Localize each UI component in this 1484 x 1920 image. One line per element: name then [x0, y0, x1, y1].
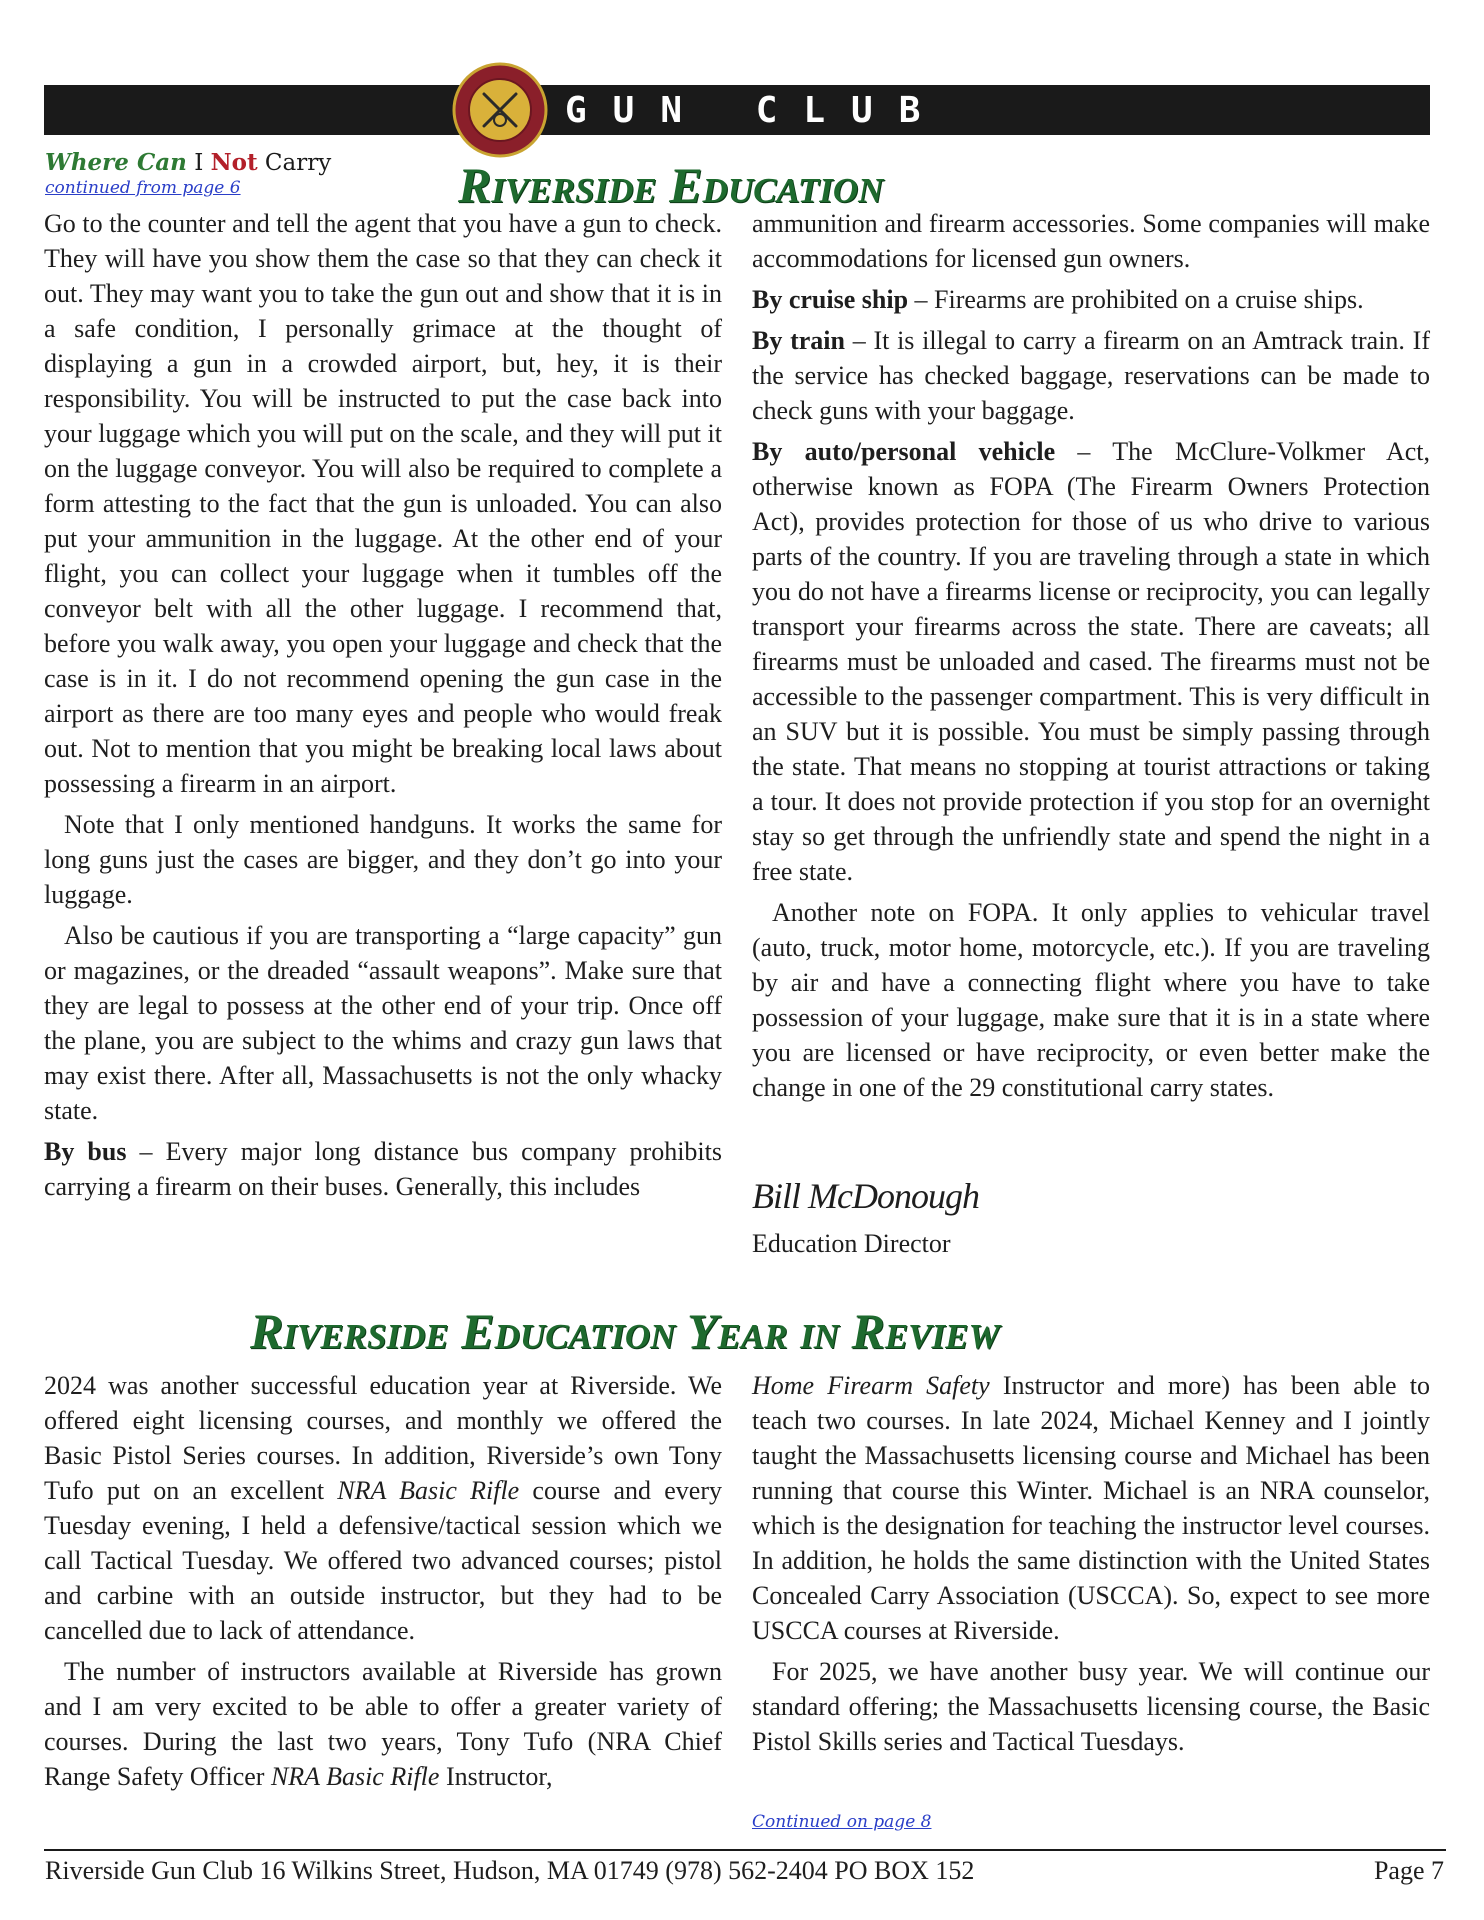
page-number: Page 7: [1373, 1856, 1444, 1885]
author-signature: Bill McDonough: [752, 1176, 979, 1216]
paragraph-text: The number of instructors available at Riverside has grown and I am very excited to be able to offer a greater variety of courses. During the last two years, Tony Tufo (NRA Chief Range Safety Officer: [44, 1657, 722, 1791]
continued-on-link[interactable]: Continued on page 8: [752, 1812, 932, 1832]
article-kicker: [45, 149, 331, 176]
kicker-word: Where Can: [45, 149, 187, 176]
paragraph: [752, 434, 1430, 889]
paragraph-text: Instructor,: [439, 1762, 553, 1791]
continued-from-link[interactable]: continued from page 6: [45, 178, 241, 198]
paragraph-label: By auto/personal vehicle: [752, 437, 1056, 466]
article1-column-right: [752, 206, 1430, 1111]
paragraph: Also be cautious if you are transporting a “large capacity” gun or magazines, or the dreaded “assault weapons”. Make sure that they are legal to possess at the other end of your trip. Once off the plane, you are subject to the whims and crazy gun laws that may exist there. After all, Massachusetts is not the only whacky state.: [44, 921, 722, 1125]
course-name: NRA Basic Rifle: [270, 1762, 440, 1791]
author-title: Education Director: [752, 1229, 951, 1258]
course-name: NRA Basic Rifle: [337, 1476, 520, 1505]
paragraph: [44, 1134, 722, 1204]
paragraph: [752, 1368, 1430, 1648]
paragraph-text: course and every Tuesday evening, I held a defensive/tactical session which we call Tactical Tuesday. We offered two advanced courses; pistol and carbine with an outside instructor, but they had to be cancelled due to lack of attendance.: [44, 1476, 722, 1645]
paragraph-label: By train: [752, 326, 845, 355]
paragraph-text: – It is illegal to carry a firearm on an Amtrack train. If the service has checked baggage, reservations can be made to check guns with your baggage.: [752, 326, 1430, 425]
article-title: Riverside Education Year in Review: [250, 1303, 1000, 1359]
kicker-word-not: Not: [210, 149, 258, 176]
paragraph: [44, 1368, 722, 1648]
paragraph: [752, 323, 1430, 428]
paragraph: [44, 1654, 722, 1794]
paragraph-text: Instructor and more) has been able to teach two courses. In late 2024, Michael Kenney and I jointly taught the Massachusetts licensing course and Michael has been running that course this Winter. Michael is an NRA counselor, which is the designation for teaching the instructor level courses. In addition, he holds the same distinction with the United States Concealed Carry Association (USCCA). So, expect to see more USCCA courses at Riverside.: [752, 1371, 1430, 1645]
footer-rule: [44, 1849, 1446, 1851]
kicker-word: Carry: [264, 150, 332, 176]
footer-address: Riverside Gun Club 16 Wilkins Street, Hudson, MA 01749 (978) 562-2404 PO BOX 152: [45, 1856, 975, 1885]
course-name: Home Firearm Safety: [752, 1371, 990, 1400]
header-title: GUN CLUB: [565, 90, 947, 131]
paragraph: Note that I only mentioned handguns. It works the same for long guns just the cases are bigger, and they don’t go into your luggage.: [44, 810, 722, 909]
paragraph: Another note on FOPA. It only applies to vehicular travel (auto, truck, motor home, motorcycle, etc.). If you are traveling by air and have a connecting flight where you have to take possession of your luggage, make sure that it is in a state where you are licensed or have reciprocity, or even better make the change in one of the 29 constitutional carry states.: [752, 898, 1430, 1102]
paragraph-label: By cruise ship: [752, 285, 909, 314]
paragraph-text: – The McClure-Volkmer Act, otherwise known as FOPA (The Firearm Owners Protection Act), provides protection for those of us who drive to various parts of the country. If you are traveling through a state in which you do not have a firearms license or reciprocity, you can legally transport your firearms across the state. There are caveats; all firearms must be unloaded and cased. The firearms must not be accessible to the passenger compartment. This is very difficult in an SUV but it is possible. You must be simply passing through the state. That means no stopping at tourist attractions or taking a tour. It does not provide protection if you stop for an overnight stay so get through the unfriendly state and spend the night in a free state.: [752, 437, 1430, 886]
kicker-word: I: [194, 150, 204, 176]
article2-column-right: [752, 1368, 1430, 1765]
paragraph-label: By bus: [44, 1137, 127, 1166]
paragraph: [752, 282, 1430, 317]
article-title: Riverside Education: [458, 157, 884, 213]
paragraph-text: – Every major long distance bus company prohibits carrying a firearm on their buses. Generally, this includes: [44, 1137, 722, 1201]
article2-column-left: [44, 1368, 722, 1800]
article1-column-left: [44, 206, 722, 1210]
paragraph: For 2025, we have another busy year. We will continue our standard offering; the Massachusetts licensing course, the Basic Pistol Skills series and Tactical Tuesdays.: [752, 1657, 1430, 1756]
paragraph-text: – Firearms are prohibited on a cruise ships.: [908, 285, 1364, 314]
paragraph-text: 2024 was another successful education year at Riverside. We offered eight licensing courses, and monthly we offered the Basic Pistol Series courses. In addition, Riverside’s own Tony Tufo put on an excellent: [44, 1371, 722, 1505]
paragraph: Go to the counter and tell the agent that you have a gun to check. They will have you show them the case so that they can check it out. They may want you to take the gun out and show that it is in a safe condition, I personally grimace at the thought of displaying a gun in a crowded airport, but, hey, it is their responsibility. You will be instructed to put the case back into your luggage which you will put on the scale, and they will put it on the luggage conveyor. You will also be required to complete a form attesting to the fact that the gun is unloaded. You can also put your ammunition in the luggage. At the other end of your flight, you can collect your luggage when it tumbles off the conveyor belt with all the other luggage. I recommend that, before you walk away, you open your luggage and check that the case is in it. I do not recommend opening the gun case in the airport as there are too many eyes and people who would freak out. Not to mention that you might be breaking local laws about possessing a firearm in an airport.: [44, 209, 722, 798]
paragraph: ammunition and firearm accessories. Some companies will make accommodations for licensed gun owners.: [752, 209, 1430, 273]
club-logo: [452, 62, 548, 158]
